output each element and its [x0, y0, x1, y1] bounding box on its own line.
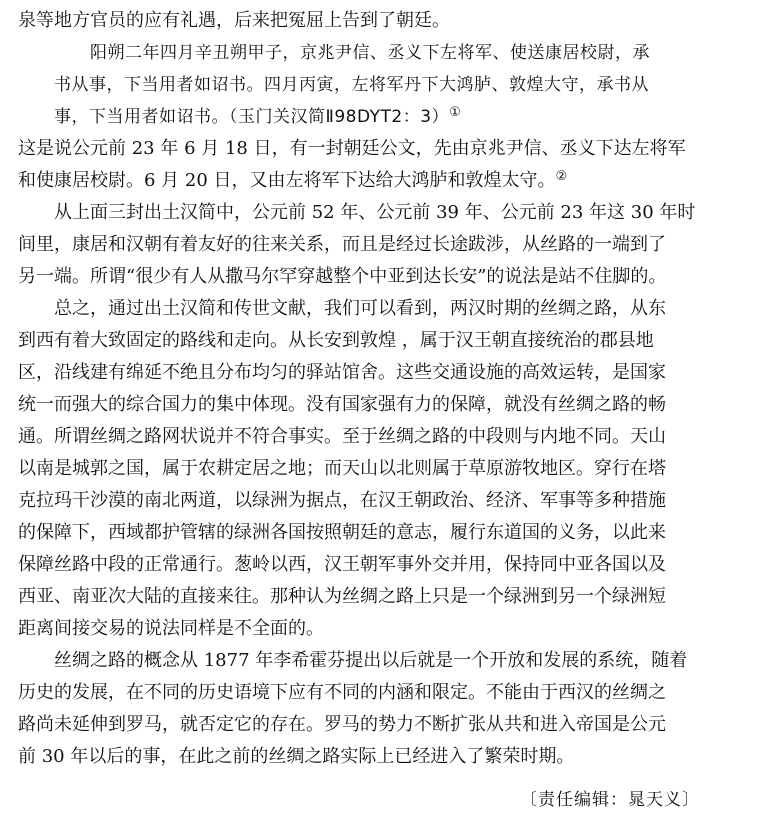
paragraph — [18, 293, 748, 645]
paragraph — [18, 197, 748, 293]
paragraph-line: 克拉玛干沙漠的南北两道，以绿洲为据点，在汉王朝政治、经济、军事等多种措施 — [18, 490, 666, 511]
editor-credit: 〔责任编辑：晁天义〕 — [520, 790, 700, 810]
paragraph-line: 统一而强大的综合国力的集中体现。没有国家强有力的保障，就没有丝绸之路的畅 — [18, 394, 666, 415]
paragraph-line — [18, 165, 748, 197]
article-body — [18, 5, 748, 773]
paragraph-line: 到西有着大致固定的路线和走向。从长安到敦煌 ，属于汉王朝直接统治的郡县地 — [18, 330, 654, 351]
paragraph-line: 这是说公元前 23 年 6 月 18 日，有一封朝廷公文，先由京兆尹信、丞义下达左将军 — [18, 138, 686, 159]
paragraph-line: 前 30 年以后的事，在此之前的丝绸之路实际上已经进入了繁荣时期。 — [18, 746, 575, 767]
paragraph-line: 通。所谓丝绸之路网状说并不符合事实。至于丝绸之路的中段则与内地不同。天山 — [18, 426, 666, 447]
paragraph-line-text: 和使康居校尉。6 月 20 日，又由左将军下达给大鸿胪和敦煌太守。 — [18, 170, 556, 191]
paragraph-line: 从上面三封出土汉简中，公元前 52 年、公元前 39 年、公元前 23 年这 30 年时 — [54, 202, 696, 223]
paragraph-line: 总之，通过出土汉简和传世文献，我们可以看到，两汉时期的丝绸之路，从东 — [54, 298, 666, 319]
footnote-marker[interactable]: ① — [449, 105, 462, 120]
paragraph-line: 保障丝路中段的正常通行。葱岭以西，汉王朝军事外交并用，保持同中亚各国以及 — [18, 554, 666, 575]
paragraph-line: 历史的发展，在不同的历史语境下应有不同的内涵和限定。不能由于西汉的丝绸之 — [18, 682, 666, 703]
quote-line: 阳朔二年四月辛丑朔甲子，京兆尹信、丞义下左将军、使送康居校尉，承 — [90, 43, 650, 63]
footnote-marker[interactable]: ② — [555, 169, 568, 184]
quote-line-text: 事，下当用者如诏书。（玉门关汉简Ⅱ98DYT2：3） — [54, 107, 450, 127]
paragraph-line: 丝绸之路的概念从 1877 年李希霍芬提出以后就是一个开放和发展的系统，随着 — [54, 650, 688, 671]
explanation-paragraph — [18, 133, 748, 197]
quote-line — [54, 101, 748, 133]
intro-line: 泉等地方官员的应有礼遇，后来把冤屈上告到了朝廷。 — [18, 10, 450, 31]
paragraph-line: 西亚、南亚次大陆的直接来往。那种认为丝绸之路上只是一个绿洲到另一个绿洲短 — [18, 586, 666, 607]
paragraph-line: 的保障下，西域都护管辖的绿洲各国按照朝廷的意志，履行东道国的义务，以此来 — [18, 522, 666, 543]
paragraph-line: 路尚未延伸到罗马，就否定它的存在。罗马的势力不断扩张从共和进入帝国是公元 — [18, 714, 666, 735]
han-slip-quote — [54, 37, 748, 133]
paragraph — [18, 645, 748, 773]
quote-line: 书从事，下当用者如诏书。四月丙寅，左将军丹下大鸿胪、敦煌大守，承书从 — [54, 75, 649, 95]
paragraph-line: 距离间接交易的说法同样是不全面的。 — [18, 618, 324, 639]
paragraph-line: 以南是城郭之国，属于农耕定居之地；而天山以北则属于草原游牧地区。穿行在塔 — [18, 458, 666, 479]
paragraph-line: 另一端。所谓“很少有人从撒马尔罕穿越整个中亚到达长安”的说法是站不住脚的。 — [18, 266, 667, 287]
paragraph-line: 间里，康居和汉朝有着友好的往来关系，而且是经过长途跋涉，从丝路的一端到了 — [18, 234, 666, 255]
paragraph-line: 区，沿线建有绵延不绝且分布均匀的驿站馆舍。这些交通设施的高效运转，是国家 — [18, 362, 666, 383]
